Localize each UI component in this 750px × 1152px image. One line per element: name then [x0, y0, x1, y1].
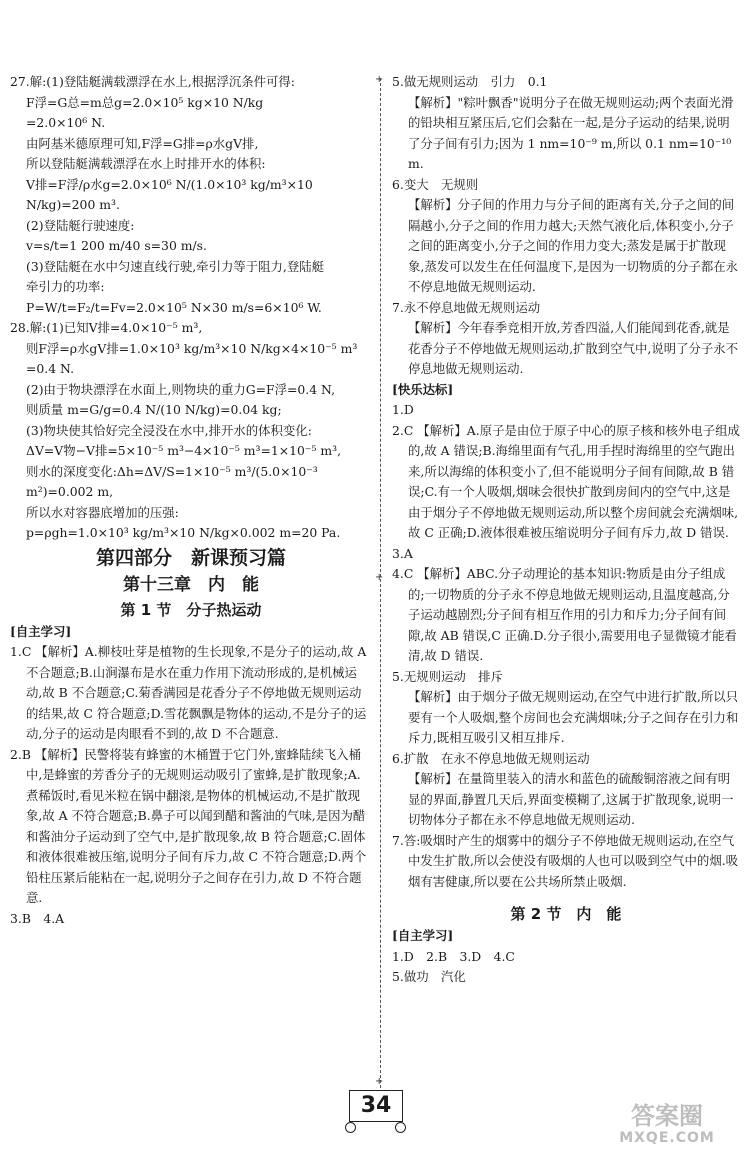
q28-line: =0.4 N.: [26, 361, 75, 376]
q27-line: P=W/t=F₂/t=Fv=2.0×10⁵ N×30 m/s=6×10⁶ W.: [26, 299, 322, 315]
right-column: [392, 72, 740, 988]
goal-answer-6: 6.扩散 在永不停息地做无规则运动: [392, 750, 590, 766]
q27-line: 27.解:(1)登陆艇满载漂浮在水上,根据浮沉条件可得:: [10, 74, 295, 89]
q27-line: V排=F浮/ρ水g=2.0×10⁶ N/(1.0×10³ kg/m³×10 N/kg)=200 m³.: [26, 176, 313, 212]
watermark-brand: 答案圈: [631, 1102, 703, 1130]
answer-6-analysis: 【解析】分子间的作用力与分子间的距离有关,分子之间的间隔越小,分子之间的作用力越大;天然气液化后,体积变小,分子之间的距离变小,分子之间的作用力变大;蒸发是属于扩散现象,蒸发可以发生在任何温度下,是因为一切物质的分子都在永不停息地做无规则运动.: [408, 197, 739, 294]
goal-answer-1: 1.D: [392, 402, 414, 417]
happy-goal-label: [快乐达标]: [392, 381, 454, 397]
watermark-url: MXQE.COM: [619, 1130, 715, 1146]
q28-line: 则质量 m=G/g=0.4 N/(10 N/kg)=0.04 kg;: [26, 402, 282, 417]
ring-icon: [345, 1122, 356, 1133]
answer-6: 6.变大 无规则: [392, 176, 479, 192]
section-2-title: 第 2 节 内 能: [510, 905, 622, 923]
self-study-label: [自主学习]: [10, 623, 72, 639]
q27-line: 由阿基米德原理可知,F浮=G排=ρ水gV排,: [26, 135, 259, 151]
answer-1: 1.C 【解析】A.柳枝吐芽是植物的生长现象,不是分子的运动,故 A 不合题意;B.山涧瀑布是水在重力作用下流动形成的,是机械运动,故 B 不合题意;C.菊香满园是花香分子不停地做无规则运动的结果,故 C 符合题意;D.雪花飘飘是物体的运动,不是分子的运动,分子的运动是肉眼看不到的,故 D 不合题意.: [10, 644, 367, 741]
q28-line: (2)由于物块漂浮在水面上,则物块的重力G=F浮=0.4 N,: [26, 381, 336, 397]
q27-line: F浮=G总=m总g=2.0×10⁵ kg×10 N/kg: [26, 94, 264, 110]
column-divider: [380, 78, 381, 1088]
goal-answer-6-analysis: 【解析】在量筒里装入的清水和蓝色的硫酸铜溶液之间有明显的界面,静置几天后,界面变模糊了,这属于扩散现象,说明一切物体分子都在永不停息地做无规则运动.: [408, 771, 734, 827]
q28-line: 28.解:(1)已知V排=4.0×10⁻⁵ m³,: [10, 320, 203, 335]
divider-tick: +: [375, 572, 384, 583]
answer-5-analysis: 【解析】"粽叶飘香"说明分子在做无规则运动;两个表面光滑的铅块相互紧压后,它们会黏在一起,是分子运动的结果,说明了分子间有引力;因为 1 nm=10⁻⁹ m,所以 0.1 nm=10⁻¹⁰ m.: [408, 94, 734, 171]
q27-line: 所以登陆艇满载漂浮在水上时排开水的体积:: [26, 156, 266, 171]
ring-icon: [395, 1122, 406, 1133]
chapter-title: 第十三章 内 能: [123, 574, 259, 595]
answer-3-4: 3.B 4.A: [10, 910, 65, 926]
answer-2: 2.B 【解析】民警将装有蜂蜜的木桶置于它门外,蜜蜂陆续飞入桶中,是蜂蜜的芳香分子的无规则运动吸引了蜜蜂,是扩散现象;A.煮稀饭时,看见米粒在锅中翻滚,是物体的机械运动,不是扩散现象,故 A 不符合题意;B.鼻子可以闻到醋和酱油的气味,是因为醋和酱油分子运动到了空气中,是扩散现象,故 B 符合题意;C.固体和液体很难被压缩,说明分子间有斥力,故 C 不符合题意;D.两个铅柱压紧后能粘在一起,说明分子之间存在引力,故 D 不符合题意.: [10, 746, 367, 905]
answer-7: 7.永不停息地做无规则运动: [392, 299, 541, 315]
divider-tick: +: [375, 1076, 384, 1087]
divider-tick: +: [375, 74, 384, 85]
section-title: 第 1 节 分子热运动: [120, 600, 262, 619]
goal-answer-2: 2.C 【解析】A.原子是由位于原子中心的原子核和核外电子组成的,故 A 错误;B.海绵里面有气孔,用手捏时海绵里的空气跑出来,所以海绵的体积变小了,但不能说明分子间有间隙,故 B 错误;C.有一个人吸烟,烟味会很快扩散到房间内的空气中,这是由于烟分子不停地做无规则运动,所以整个房间就会充满烟味,故 C 正确;D.液体很难被压缩说明分子间有斥力,故 D 错误.: [392, 422, 740, 540]
part-title: 第四部分 新课预习篇: [95, 546, 286, 569]
q28-line: ΔV=V物−V排=5×10⁻⁵ m³−4×10⁻⁵ m³=1×10⁻⁵ m³,: [26, 443, 342, 458]
q28-line: 则F浮=ρ水gV排=1.0×10³ kg/m³×10 N/kg×4×10⁻⁵ m³: [26, 340, 358, 356]
q27-line: =2.0×10⁶ N.: [26, 115, 106, 130]
section-2-answers: 1.D 2.B 3.D 4.C: [392, 948, 515, 964]
answer-7-analysis: 【解析】今年春季竞相开放,芳香四溢,人们能闻到花香,就是花香分子不停地做无规则运动,扩散到空气中,说明了分子永不停息地做无规则运动.: [408, 320, 739, 376]
goal-answer-5-analysis: 【解析】由于烟分子做无规则运动,在空气中进行扩散,所以只要有一个人吸烟,整个房间也会充满烟味;分子之间存在引力和斥力,既相互吸引又相互排斥.: [408, 689, 739, 745]
goal-answer-5: 5.无规则运动 排斥: [392, 668, 503, 684]
q28-line: 则水的深度变化:Δh=ΔV/S=1×10⁻⁵ m³/(5.0×10⁻³ m²)=0.002 m,: [26, 463, 318, 499]
answer-5: 5.做无规则运动 引力 0.1: [392, 74, 548, 89]
watermark-logo: [592, 1102, 742, 1146]
q27-line: (3)登陆艇在水中匀速直线行驶,牵引力等于阻力,登陆艇: [26, 258, 325, 274]
page-number: 34: [349, 1090, 403, 1122]
self-study-label-2: [自主学习]: [392, 928, 454, 943]
q27-line: 牵引力的功率:: [26, 279, 105, 294]
q28-line: (3)物块使其恰好完全浸没在水中,排开水的体积变化:: [26, 422, 312, 438]
section-2-answer-5: 5.做功 汽化: [392, 969, 466, 984]
q28-line: p=ρgh=1.0×10³ kg/m³×10 N/kg×0.002 m=20 Pa.: [26, 525, 341, 540]
goal-answer-7: 7.答:吸烟时产生的烟雾中的烟分子不停地做无规则运动,在空气中发生扩散,所以会使没有吸烟的人也可以吸到空气中的烟.吸烟有害健康,所以要在公共场所禁止吸烟.: [392, 832, 739, 889]
q27-line: (2)登陆艇行驶速度:: [26, 217, 135, 233]
left-column: [10, 72, 372, 929]
goal-answer-4: 4.C 【解析】ABC.分子动理论的基本知识:物质是由分子组成的;一切物质的分子永不停息地做无规则运动,且温度越高,分子运动越剧烈;分子间有相互作用的引力和斥力;分子间有间隙,故 AB 错误,C 正确.D.分子很小,需要用电子显微镜才能看清,故 D 错误.: [392, 566, 737, 663]
q27-line: v=s/t=1 200 m/40 s=30 m/s.: [26, 238, 207, 253]
q28-line: 所以水对容器底增加的压强:: [26, 504, 179, 520]
goal-answer-3: 3.A: [392, 545, 413, 561]
page-number-badge: [345, 1090, 407, 1134]
